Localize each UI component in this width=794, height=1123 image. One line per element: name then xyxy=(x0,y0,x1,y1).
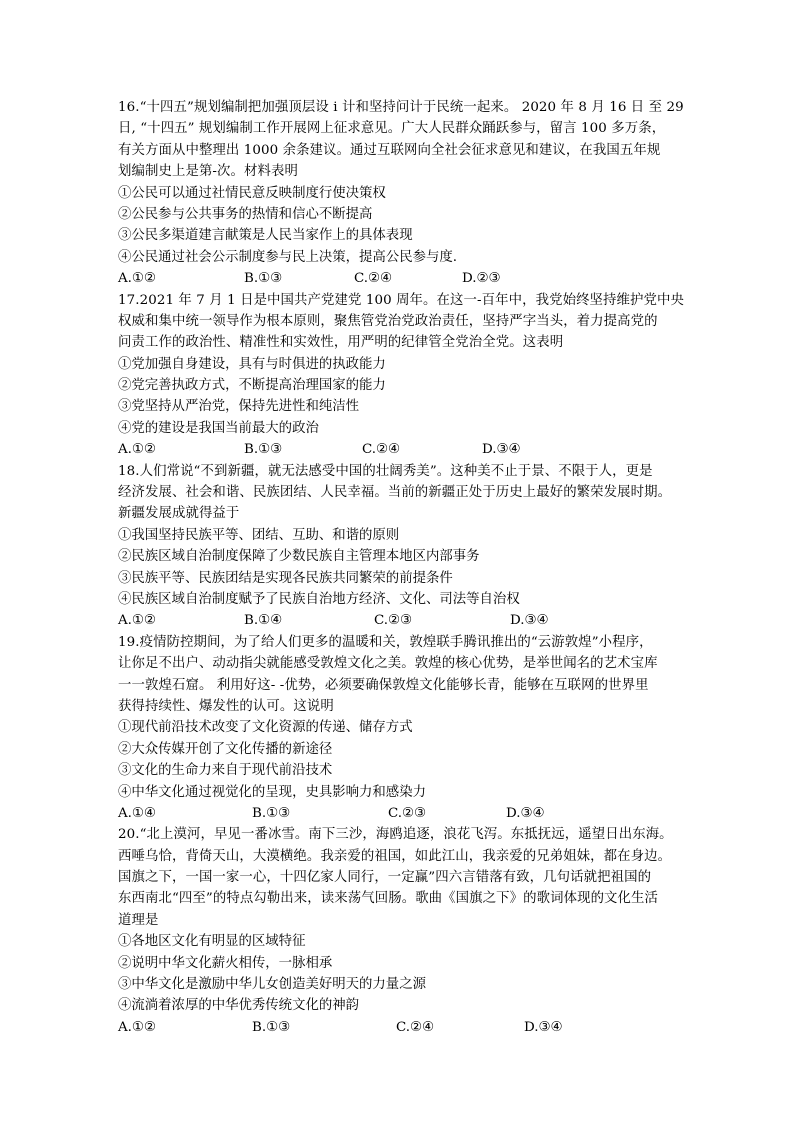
question-stem-line: 道理是 xyxy=(118,912,159,928)
question-stem-line: 一一敦煌石窟。 利用好这- -优势，必须要确保敦煌文化能够长青，能够在互联网的世界里 xyxy=(118,677,649,693)
answer-choice-d: D.③④ xyxy=(524,1019,563,1035)
answer-choice-b: B.①③ xyxy=(252,1019,291,1035)
question-stem-line: 西唾乌恰，背倚天山，大漠横绝。我亲爱的祖国，如此江山，我亲爱的兄弟姐妹，都在身边。 xyxy=(118,848,672,864)
question-stem-line: 获得持续性、爆发性的认可。这说明 xyxy=(118,698,334,714)
option-1: ①党加强自身建设，具有与时俱进的执政能力 xyxy=(118,356,386,372)
answer-choice-a: A.①④ xyxy=(118,805,156,821)
answer-choice-c: C.②③ xyxy=(374,613,413,629)
question-stem-line: 让你足不出户、动动指尖就能感受敦煌文化之美。敦煌的核心优势，是举世闻名的艺术宝库 xyxy=(118,656,658,672)
answer-choices xyxy=(118,1017,678,1038)
answer-choice-a: A.①② xyxy=(118,1019,156,1035)
question-19 xyxy=(118,632,678,825)
option-3: ③公民多渠道建言献策是人民当家作上的具体表现 xyxy=(118,228,413,244)
option-4: ④中华文化通过视觉化的呈现，史具影响力和感染力 xyxy=(118,784,426,800)
option-1: ①公民可以通过社情民意反映制度行使决策权 xyxy=(118,185,386,201)
question-stem-line: 经济发展、社会和谐、民族团结、人民幸福。当前的新疆正处于历史上最好的繁荣发展时期。 xyxy=(118,485,672,501)
question-stem-line: 东西南北“四至”的特点勾勒出来，读来荡气回肠。歌曲《国旗之下》的歌词体现的文化生活 xyxy=(118,891,659,907)
answer-choice-c: C.②③ xyxy=(388,805,427,821)
answer-choice-c: C.②④ xyxy=(396,1019,435,1035)
question-stem-line: 划编制史上是第-次。材料表明 xyxy=(118,164,299,180)
option-2: ②民族区域自治制度保障了少数民族自主管理本地区内部事务 xyxy=(118,549,480,565)
answer-choice-b: B.①③ xyxy=(244,442,283,458)
option-2: ②党完善执政方式，不断提高治理国家的能力 xyxy=(118,378,386,394)
question-stem-line: 16.“十四五”规划编制把加强顶层设 i 计和坚持问计于民统一起来。 2020 年 8 月 16 日 至 29 xyxy=(118,100,684,115)
answer-choice-d: D.③④ xyxy=(510,613,549,629)
question-stem-line: 问责工作的政治性、精准性和实效性，用严明的纪律管全党治全党。这表明 xyxy=(118,335,564,351)
question-stem-line: 17.2021 年 7 月 1 日是中国共产党建党 100 周年。在这一-百年中，我党始终坚持维护党中央 xyxy=(118,292,684,308)
question-18 xyxy=(118,461,678,632)
option-2: ②大众传媒开创了文化传播的新途径 xyxy=(118,741,333,757)
answer-choice-b: B.①③ xyxy=(252,805,291,821)
option-2: ②公民参与公共事务的热情和信心不断提高 xyxy=(118,206,373,222)
answer-choices xyxy=(118,439,678,460)
answer-choice-a: A.①② xyxy=(118,442,156,458)
question-stem-line: 日, “十四五” 规划编制工作开展网上征求意见。广大人民群众踊跃参与，留言 100 多万条， xyxy=(118,121,666,137)
answer-choice-d: D.③④ xyxy=(506,805,545,821)
question-17 xyxy=(118,290,684,461)
answer-choice-b: B.①④ xyxy=(244,613,283,629)
answer-choice-d: D.③④ xyxy=(482,442,521,458)
option-1: ①现代前沿技术改变了文化资源的传递、储存方式 xyxy=(118,720,413,736)
option-4: ④党的建设是我国当前最大的政治 xyxy=(118,420,319,436)
answer-choice-a: A.①② xyxy=(118,271,156,287)
question-stem-line: 19.疫情防控期间，为了给人们更多的温暖和关，敦煌联手腾讯推出的“云游敦煌”小程序， xyxy=(118,634,653,650)
option-4: ④流淌着浓厚的中华优秀传统文化的神韵 xyxy=(118,998,360,1014)
exam-page xyxy=(118,97,684,1038)
question-stem-line: 18.人们常说“不到新疆，就无法感受中国的壮阔秀美”。这种美不止于景、不限于人，更是 xyxy=(118,463,653,479)
option-3: ③党坚持从严治党，保持先进性和纯洁性 xyxy=(118,399,360,415)
question-stem-line: 新疆发展成就得益于 xyxy=(118,506,240,522)
answer-choices xyxy=(118,610,678,631)
option-1: ①我国坚持民族平等、团结、互助、和谐的原则 xyxy=(118,527,400,543)
question-stem-line: 权威和集中统一领导作为根本原则，聚焦管党治党政治责任，坚持严字当头，着力提高党的 xyxy=(118,313,658,329)
answer-choices xyxy=(118,803,678,824)
option-2: ②说明中华文化薪火相传，一脉相承 xyxy=(118,955,333,971)
option-4: ④公民通过社会公示制度参与民上决策，提高公民参与度. xyxy=(118,249,458,265)
option-3: ③民族平等、民族团结是实现各民族共同繁荣的前提条件 xyxy=(118,570,453,586)
question-stem-line: 有关方面从中整理出 1000 余条建议。通过互联网向全社会征求意见和建议，在我国五年规 xyxy=(118,142,661,158)
option-3: ③文化的生命力来自于现代前沿技术 xyxy=(118,763,333,779)
option-1: ①各地区文化有明显的区域特征 xyxy=(118,934,306,950)
answer-choice-b: B.①③ xyxy=(244,271,283,287)
answer-choices xyxy=(118,268,678,289)
answer-choice-c: C.②④ xyxy=(354,271,393,287)
question-stem-line: 20.“北上漠河，早见一番冰雪。南下三沙，海鸥追逐，浪花飞泻。东抵抚远，遥望日出东海。 xyxy=(118,827,673,843)
answer-choice-a: A.①② xyxy=(118,613,156,629)
answer-choice-c: C.②④ xyxy=(362,442,401,458)
option-3: ③中华文化是激励中华儿女创造美好明天的力量之源 xyxy=(118,977,426,993)
question-stem-line: 国旗之下，一国一家一心，十四亿家人同行，一定赢”四六言错落有致，几句话就把祖国的 xyxy=(118,870,652,886)
question-20 xyxy=(118,824,678,1038)
answer-choice-d: D.②③ xyxy=(462,271,501,287)
question-16 xyxy=(118,97,684,290)
option-4: ④民族区域自治制度赋予了民族自治地方经济、文化、司法等自治权 xyxy=(118,591,520,607)
